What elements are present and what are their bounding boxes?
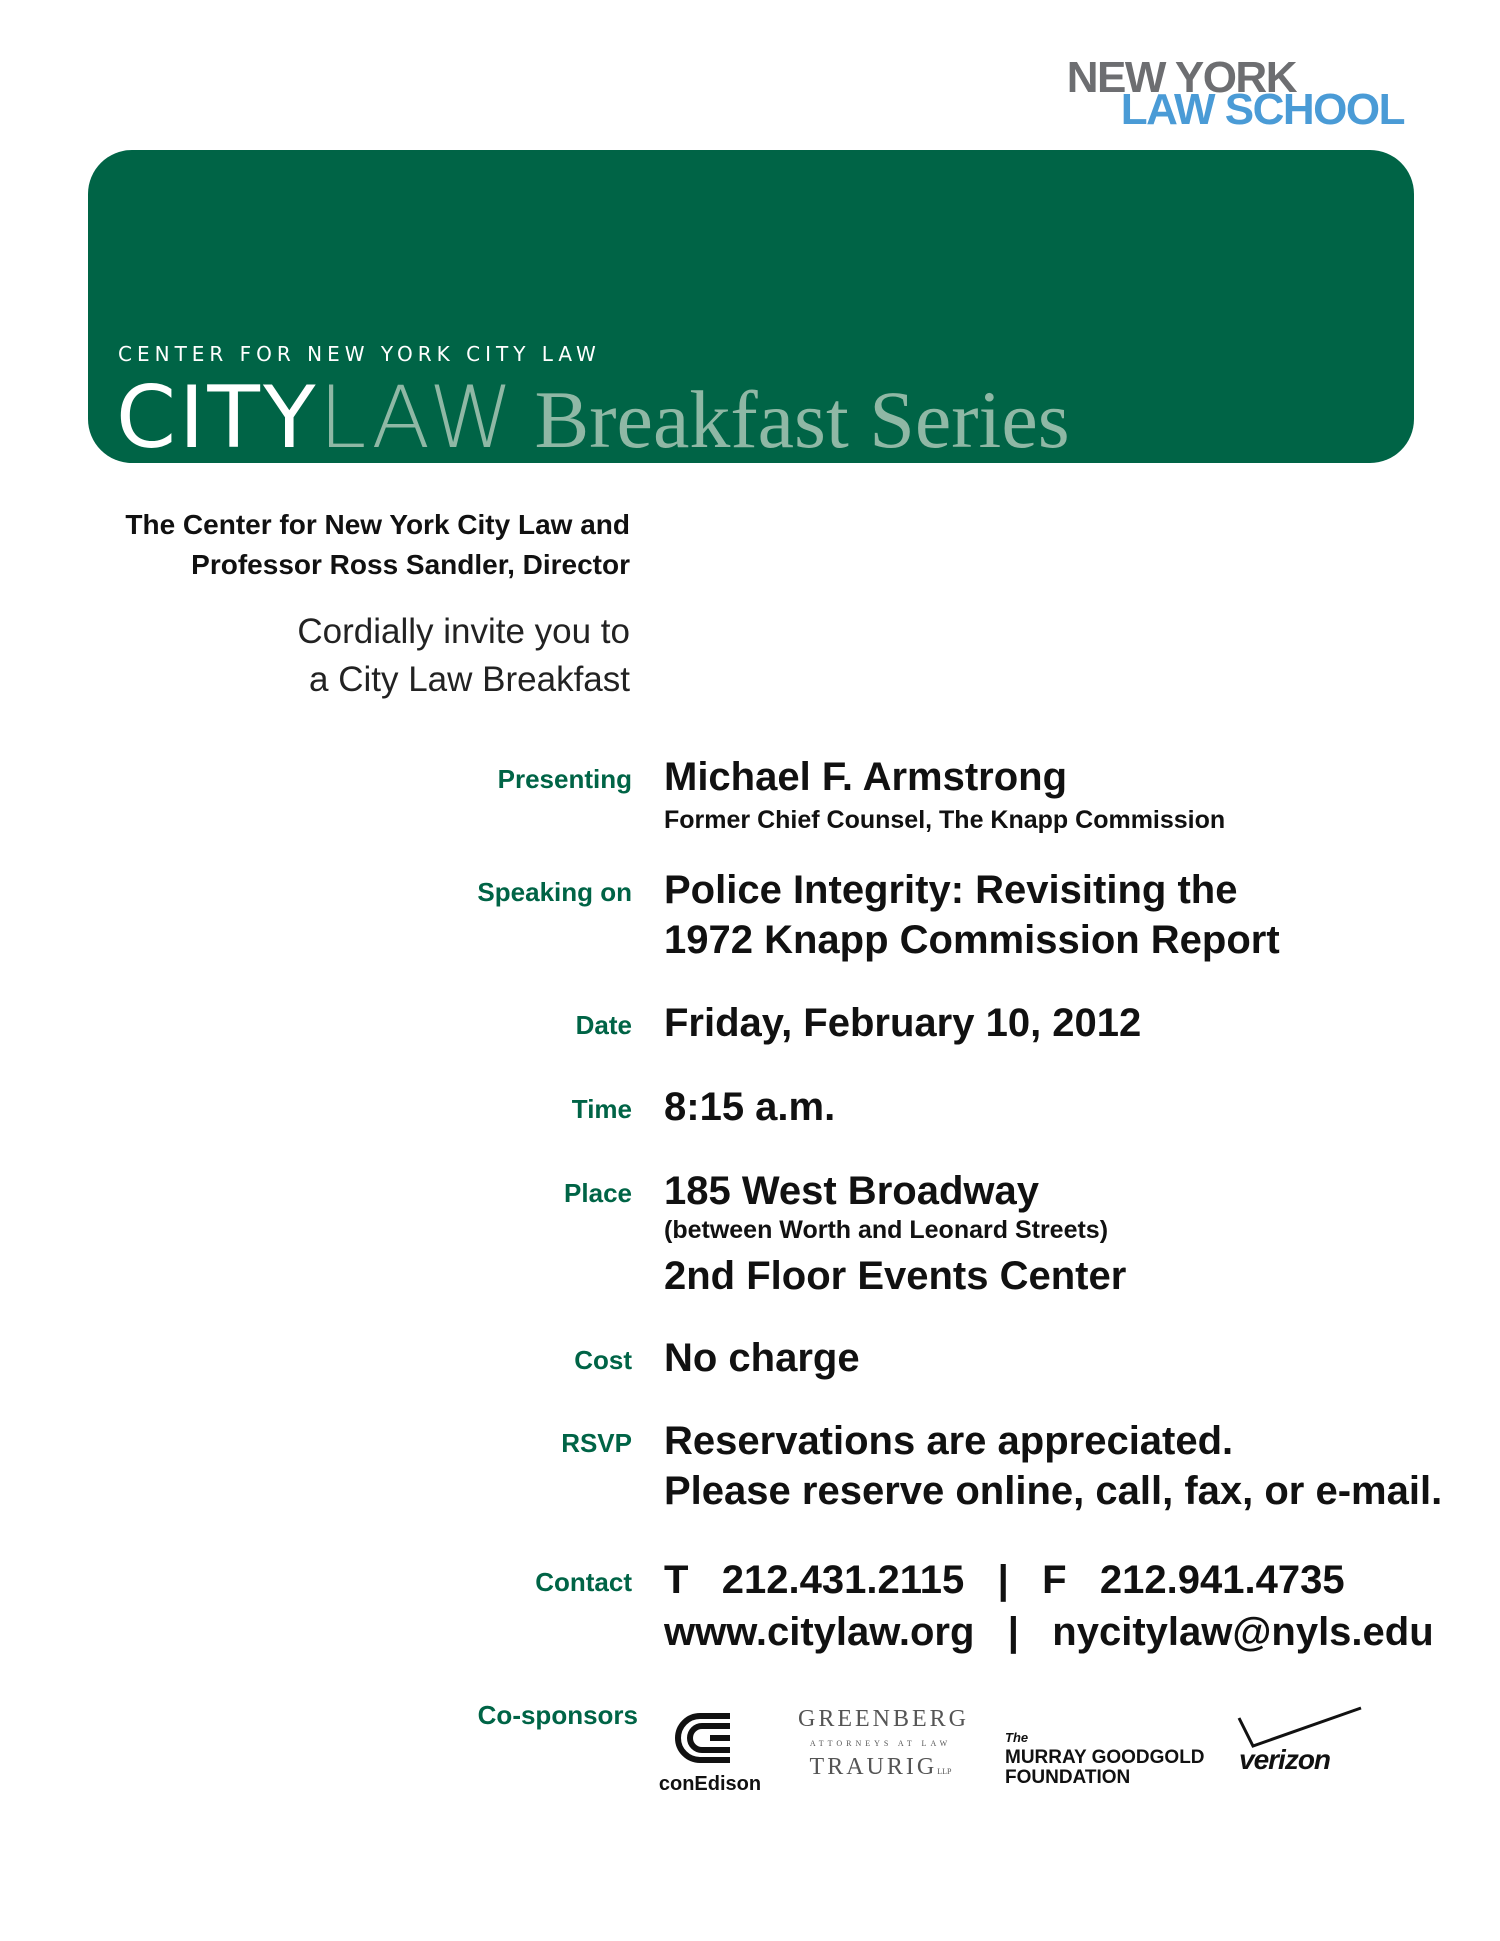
host-block: [125, 505, 630, 585]
topic-line2: 1972 Knapp Commission Report: [664, 918, 1280, 962]
label-presenting: Presenting: [497, 764, 632, 794]
presenter-title: Former Chief Counsel, The Knapp Commission: [664, 806, 1226, 834]
label-cosponsors: Co-sponsors: [477, 1700, 638, 1730]
label-cost: Cost: [574, 1345, 632, 1375]
nyls-logo: [1066, 53, 1404, 134]
center-title: CENTER FOR NEW YORK CITY LAW: [118, 342, 601, 366]
conedison-icon: [670, 1710, 750, 1766]
time-value: 8:15 a.m.: [664, 1085, 836, 1129]
brand-law: LAW: [318, 368, 517, 468]
topic-line1: Police Integrity: Revisiting the: [664, 868, 1238, 912]
brand-city: CITY: [116, 368, 319, 468]
cost-value: No charge: [664, 1336, 860, 1380]
presenter-name: Michael F. Armstrong: [664, 755, 1068, 799]
invite-line1: Cordially invite you to: [297, 612, 630, 651]
date-value: Friday, February 10, 2012: [664, 1001, 1142, 1045]
label-rsvp: RSVP: [561, 1428, 632, 1458]
sponsors-section: [0, 1700, 1500, 1820]
citylaw-banner: [88, 150, 1414, 468]
goodgold-line2: FOUNDATION: [1005, 1767, 1131, 1788]
place-line1: 185 West Broadway: [664, 1169, 1039, 1213]
greenberg-traurig-logo: [798, 1706, 969, 1781]
invite-line2: a City Law Breakfast: [309, 660, 630, 699]
nyls-logo-line1: NEW YORK: [1066, 53, 1296, 102]
label-contact: Contact: [535, 1567, 632, 1597]
nyls-logo-line2: LAW SCHOOL: [1120, 85, 1404, 134]
label-time: Time: [571, 1094, 632, 1124]
goodgold-line1: MURRAY GOODGOLD: [1005, 1747, 1205, 1768]
goodgold-logo: [1005, 1728, 1205, 1788]
conedison-logo: [655, 1710, 765, 1796]
goodgold-the: The: [1005, 1730, 1029, 1745]
contact-web-email: www.citylaw.org | nycitylaw@nyls.edu: [664, 1610, 1434, 1654]
host-line1: The Center for New York City Law and: [125, 509, 630, 540]
greenberg-llp: LLP: [937, 1767, 952, 1776]
place-line2: (between Worth and Leonard Streets): [664, 1216, 1109, 1244]
label-speaking: Speaking on: [477, 877, 632, 907]
conedison-text: conEdison: [658, 1773, 762, 1795]
place-line3: 2nd Floor Events Center: [664, 1254, 1127, 1298]
rsvp-line2: Please reserve online, call, fax, or e-mail.: [664, 1469, 1443, 1513]
verizon-text: verizon: [1239, 1744, 1331, 1775]
greenberg-mid: ATTORNEYS AT LAW: [809, 1739, 952, 1748]
greenberg-top: GREENBERG: [798, 1706, 969, 1732]
greenberg-bottom: TRAURIG: [809, 1754, 938, 1780]
invite-block: [297, 608, 630, 704]
host-line2: Professor Ross Sandler, Director: [191, 549, 630, 580]
contact-phone-fax: T 212.431.2115 | F 212.941.4735: [664, 1558, 1345, 1602]
citylaw-brand: [116, 368, 1070, 468]
label-date: Date: [575, 1010, 632, 1040]
verizon-logo: [1235, 1704, 1365, 1775]
brand-series: Breakfast Series: [534, 374, 1070, 465]
label-place: Place: [564, 1178, 632, 1208]
rsvp-line1: Reservations are appreciated.: [664, 1419, 1234, 1463]
